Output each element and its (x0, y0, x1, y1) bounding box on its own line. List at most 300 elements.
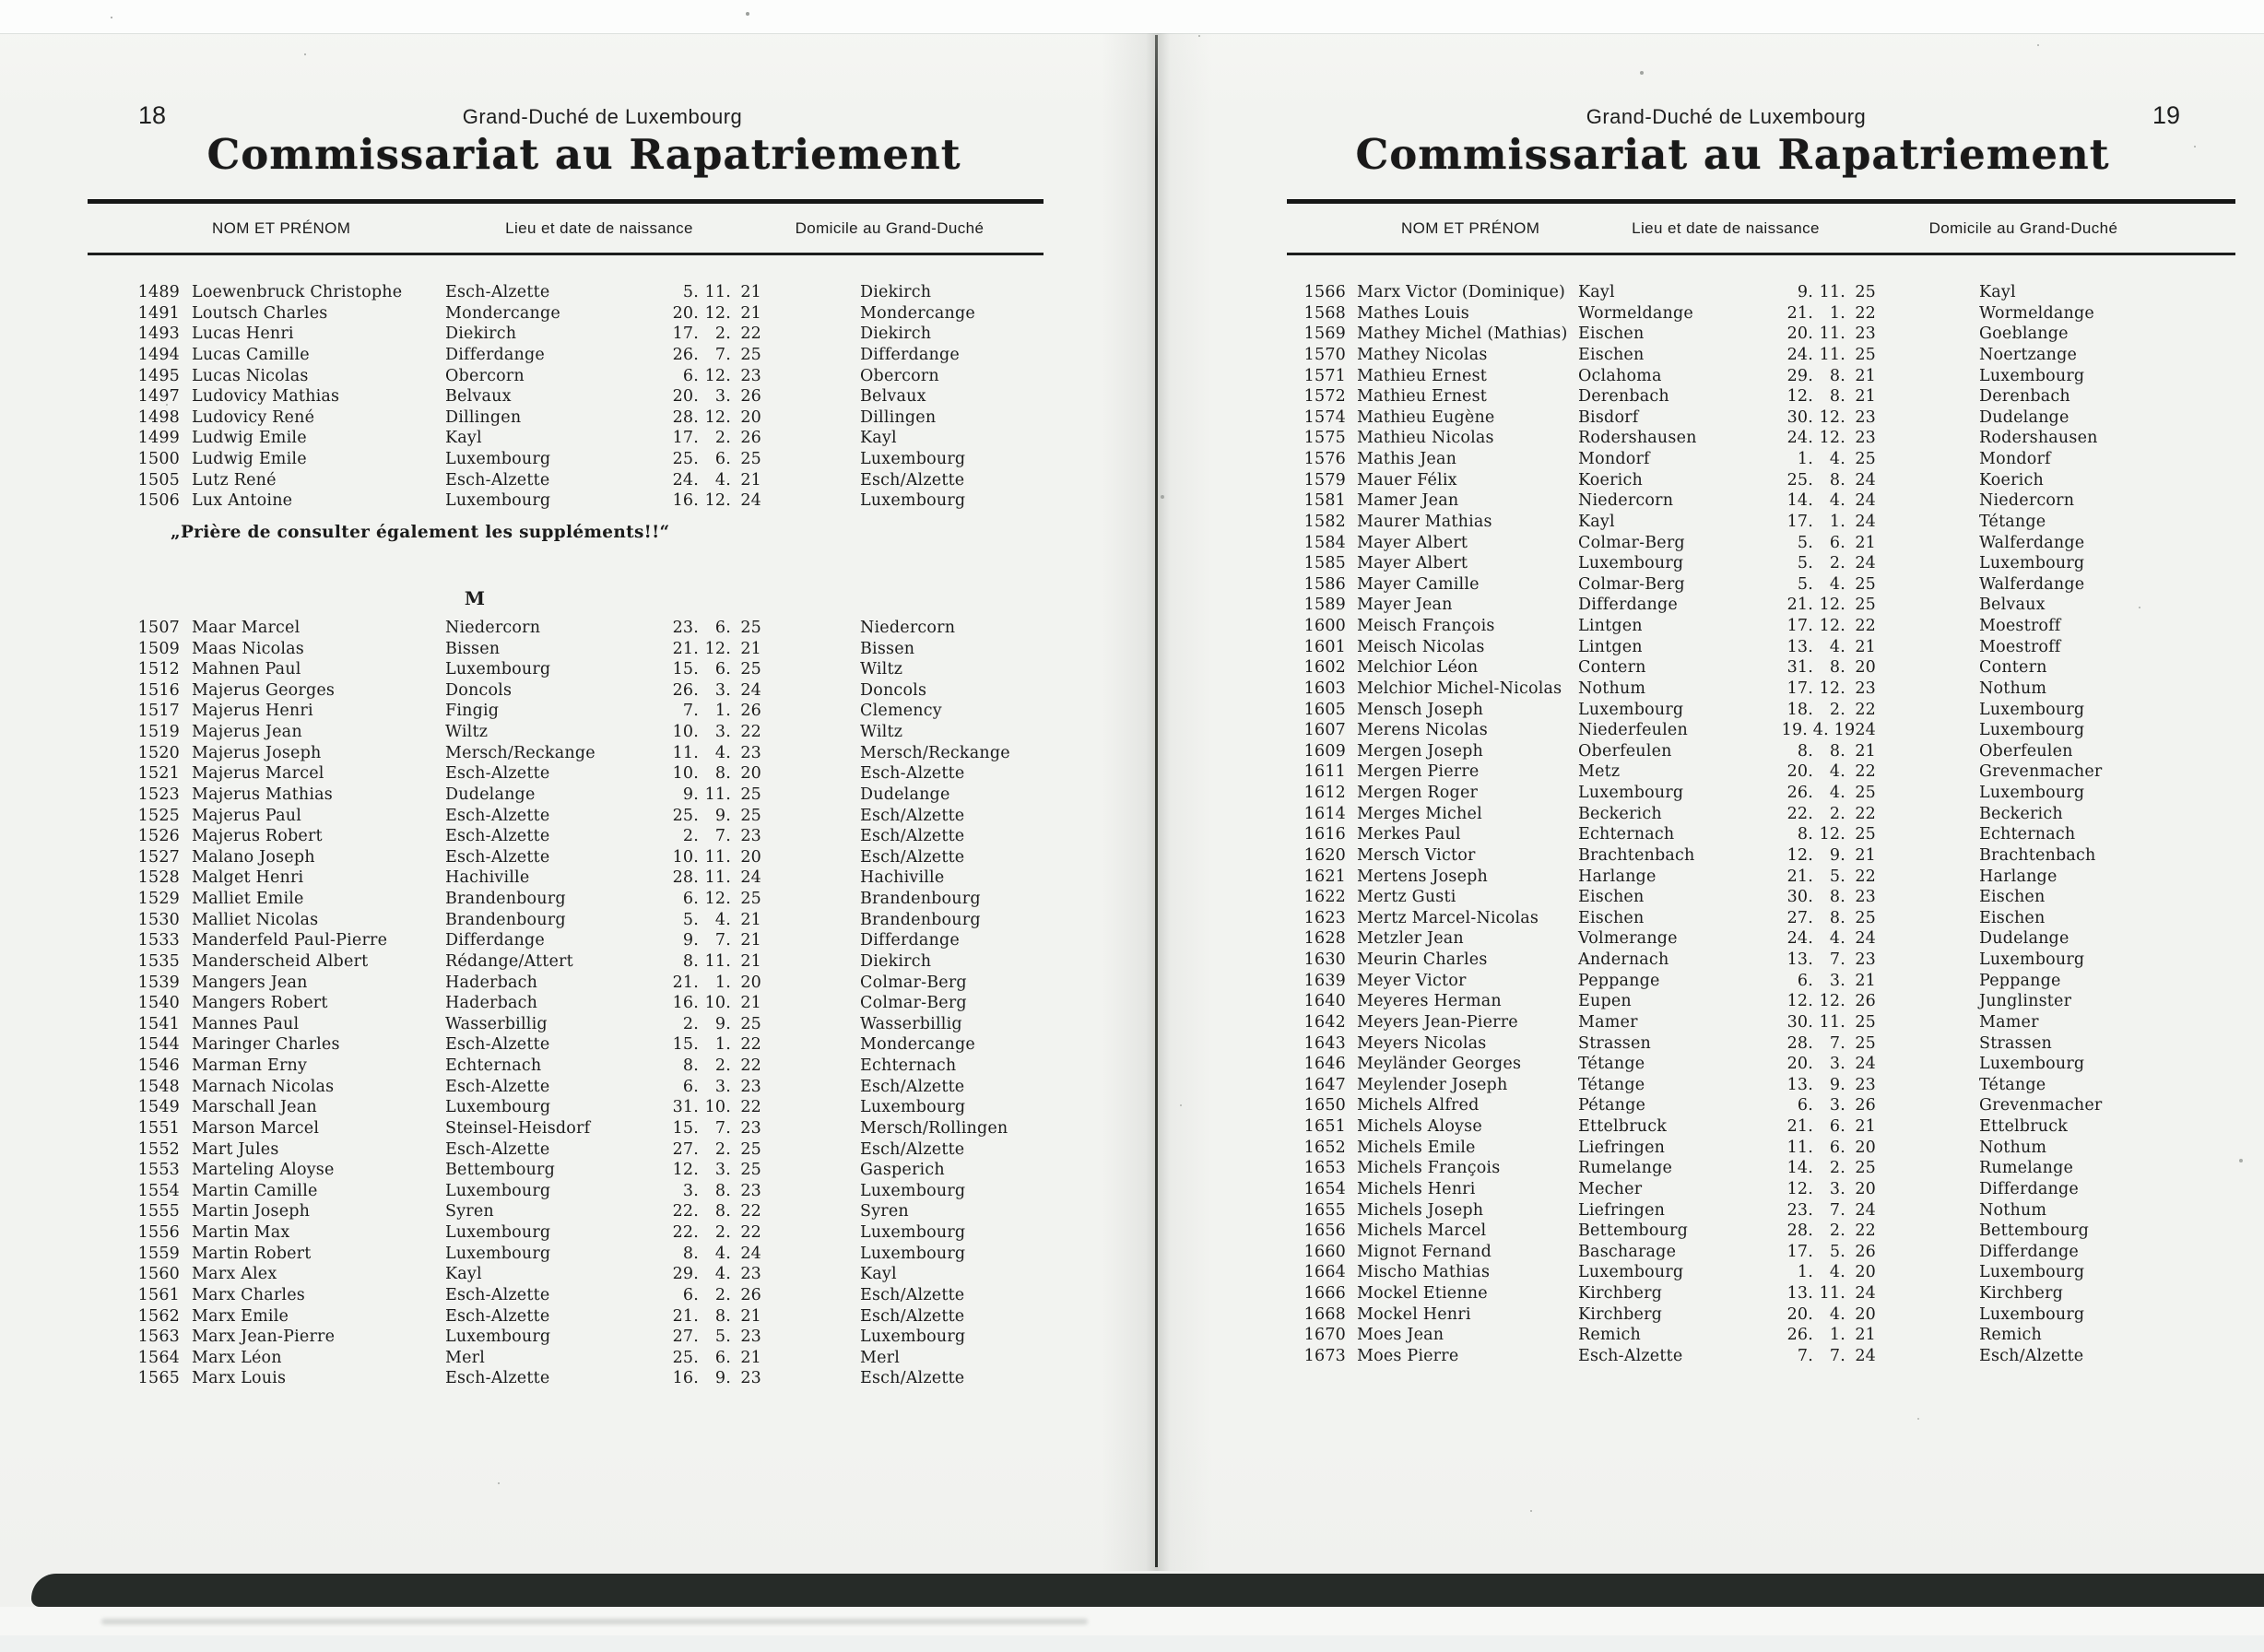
column-header-birth: Lieu et date de naissance (505, 219, 693, 237)
table-row (1281, 1075, 2235, 1096)
entry-name: Marman Erny (192, 1056, 308, 1075)
entry-birthdate-year: 23 (1855, 950, 1876, 969)
entry-id: 1673 (1303, 1346, 1346, 1365)
entry-birthdate-month: 6. (714, 660, 731, 679)
entry-domicile: Walferdange (1979, 574, 2085, 594)
entry-birthplace: Esch-Alzette (445, 847, 550, 867)
entry-id: 1585 (1303, 554, 1346, 573)
entry-birthdate-year: 21 (740, 1348, 761, 1367)
entry-birthdate-year: 24 (1855, 512, 1876, 531)
entry-birthplace: Luxembourg (445, 450, 551, 468)
entry-birthdate-day: 20. (672, 387, 699, 407)
entry-birthplace: Brandenbourg (445, 890, 566, 908)
entry-domicile: Esch/Alzette (860, 827, 965, 846)
entry-id: 1603 (1303, 678, 1346, 698)
column-header-birth: Lieu et date de naissance (1632, 219, 1820, 237)
entry-id: 1521 (137, 764, 180, 784)
entry-birthdate-month: 7. (1829, 1200, 1845, 1220)
entry-birthdate-month: 4. (1829, 491, 1845, 511)
entry-name: Ludovicy René (192, 407, 315, 427)
entry-id: 1526 (137, 827, 180, 846)
entry-birthplace: Wormeldange (1578, 303, 1693, 323)
entry-birthdate-day: 15. (672, 1035, 699, 1055)
entry-birthplace: Derenbach (1578, 387, 1669, 407)
entry-name: Marx Alex (192, 1265, 277, 1284)
table-row (1281, 1325, 2235, 1346)
entry-birthdate-month: 2. (714, 1139, 731, 1159)
entry-birthdate-month: 2. (714, 324, 731, 344)
entry-birthdate-day: 21. (672, 973, 699, 992)
entry-name: Ludovicy Mathias (192, 387, 340, 407)
entry-birthdate-year: 25 (740, 450, 761, 468)
table-row (1281, 1033, 2235, 1055)
entry-name: Michels Joseph (1357, 1200, 1484, 1220)
entry-birthdate-month: 3. (714, 1077, 731, 1096)
entry-birthdate-year: 24 (1855, 929, 1876, 949)
table-row (88, 806, 1051, 827)
entry-name: Malliet Emile (192, 890, 304, 908)
entry-name: Maurer Mathias (1357, 512, 1492, 531)
entry-domicile: Nothum (1979, 1138, 2047, 1157)
entry-name: Mayer Camille (1357, 574, 1480, 594)
column-header-domicile: Domicile au Grand-Duché (795, 219, 985, 237)
entry-birthdate-day: 24. (1786, 429, 1813, 448)
entry-birthdate-month: 8. (1829, 470, 1845, 490)
entry-birthdate-year: 21 (740, 931, 761, 950)
entry-birthdate-day: 8. (682, 951, 699, 971)
entry-birthdate-month: 12. (1819, 617, 1845, 635)
entry-birthdate-year: 23 (740, 1369, 761, 1388)
entry-birthplace: Esch-Alzette (445, 806, 550, 825)
entry-domicile: Bettembourg (1979, 1221, 2090, 1241)
entry-id: 1553 (137, 1161, 180, 1180)
entry-id: 1519 (137, 723, 180, 741)
entry-name: Marx Léon (192, 1348, 282, 1367)
entry-domicile: Colmar-Berg (860, 994, 967, 1013)
entry-id: 1498 (137, 407, 180, 427)
entry-birthplace: Mersch/Reckange (445, 743, 595, 762)
entry-domicile: Ettelbruck (1979, 1117, 2069, 1136)
entry-name: Melchior Léon (1357, 658, 1479, 678)
entry-birthdate-day: 25. (672, 806, 699, 825)
entry-birthplace: Wasserbillig (445, 1014, 548, 1033)
entry-birthdate-year: 22 (1855, 617, 1876, 635)
entry-id: 1586 (1303, 574, 1346, 594)
entry-birthdate-month: 8. (714, 1306, 731, 1326)
entry-domicile: Belvaux (860, 387, 926, 407)
entry-id: 1505 (137, 470, 180, 490)
region-label: Grand-Duché de Luxembourg (1586, 105, 1867, 128)
table-row (1281, 720, 2235, 741)
entry-birthplace: Kirchberg (1578, 1284, 1663, 1303)
entry-birthdate-month: 11. (1819, 324, 1845, 344)
table-row (88, 973, 1051, 994)
entry-birthdate-month: 8. (1829, 658, 1845, 678)
entries-block (88, 618, 1051, 1389)
entry-id: 1548 (137, 1077, 180, 1096)
table-row (88, 1139, 1051, 1161)
entry-domicile: Beckerich (1979, 804, 2063, 823)
entry-birthdate-year: 21 (740, 283, 761, 301)
column-headers (88, 219, 1051, 242)
entry-id: 1546 (137, 1056, 180, 1075)
entry-birthdate-day: 3. (682, 1181, 699, 1200)
entry-id: 1500 (137, 450, 180, 468)
entry-name: Martin Camille (192, 1181, 318, 1200)
entry-birthdate-month: 2. (714, 429, 731, 448)
entry-birthdate-day: 30. (1786, 407, 1813, 427)
entry-birthdate-day: 20. (672, 303, 699, 323)
entry-name: Malano Joseph (192, 847, 315, 867)
entry-id: 1611 (1303, 762, 1346, 782)
entry-birthplace: Tétange (1578, 1075, 1645, 1094)
region-label: Grand-Duché de Luxembourg (462, 105, 743, 128)
entry-birthdate-day: 14. (1786, 1159, 1813, 1178)
entry-id: 1566 (1303, 283, 1346, 301)
entry-birthplace: Luxembourg (445, 1244, 551, 1263)
entry-birthdate-day: 28. (672, 407, 699, 427)
entry-birthdate-year: 25 (740, 1161, 761, 1180)
entry-birthplace: Andernach (1578, 950, 1669, 969)
entry-name: Mersch Victor (1357, 845, 1476, 865)
entry-id: 1639 (1303, 971, 1346, 990)
entry-domicile: Peppange (1979, 971, 2061, 990)
table-row (88, 639, 1051, 660)
entry-domicile: Moestroff (1979, 637, 2061, 656)
page-title: Commissariat au Rapatriement (206, 130, 961, 179)
table-row (1281, 700, 2235, 721)
entry-birthdate-month: 8. (1829, 366, 1845, 385)
table-row (1281, 678, 2235, 700)
entry-birthdate-day: 5. (1797, 574, 1813, 594)
entry-birthdate-month: 12. (704, 407, 731, 427)
column-header-name: NOM ET PRÉNOM (212, 219, 351, 237)
entry-id: 1623 (1303, 908, 1346, 927)
table-row (88, 951, 1051, 973)
table-row (1281, 595, 2235, 616)
entry-birthdate-day: 31. (1786, 658, 1813, 678)
entry-domicile: Mondercange (860, 303, 975, 323)
entry-domicile: Walferdange (1979, 533, 2085, 552)
entry-id: 1652 (1303, 1138, 1346, 1157)
entry-birthplace: Ettelbruck (1578, 1117, 1668, 1136)
entry-name: Meylender Joseph (1357, 1075, 1508, 1094)
entry-birthplace: Esch-Alzette (445, 1077, 550, 1096)
entry-birthplace: Bissen (445, 639, 501, 658)
table-row (88, 785, 1051, 806)
table-row (88, 826, 1051, 847)
entry-birthdate-day: 17. (672, 324, 699, 344)
entry-birthdate-day: 12. (1786, 992, 1813, 1011)
entry-id: 1628 (1303, 929, 1346, 949)
header-double-rule (1287, 199, 2235, 204)
entry-birthdate-day: 21. (1786, 303, 1813, 323)
entry-birthdate-year: 24 (1855, 1284, 1876, 1303)
entry-name: Mayer Albert (1357, 533, 1468, 552)
table-row (1281, 804, 2235, 825)
entry-birthdate-month: 11. (704, 868, 731, 888)
entry-name: Mayer Jean (1357, 596, 1453, 615)
entry-domicile: Luxembourg (1979, 784, 2085, 802)
table-row (88, 366, 1051, 387)
entry-id: 1666 (1303, 1284, 1346, 1303)
entry-birthdate-year: 25 (1855, 784, 1876, 802)
entry-domicile: Esch/Alzette (860, 1077, 965, 1096)
entry-id: 1517 (137, 702, 180, 721)
entry-id: 1651 (1303, 1117, 1346, 1136)
entry-birthdate-day: 8. (1797, 741, 1813, 761)
entry-birthplace: Oberfeulen (1578, 741, 1672, 761)
entry-birthdate-month: 2. (1829, 554, 1845, 573)
entry-id: 1569 (1303, 324, 1346, 344)
scan-bottom-edge (31, 1574, 2264, 1607)
entry-id: 1584 (1303, 533, 1346, 552)
entry-name: Majerus Henri (192, 702, 313, 721)
entry-id: 1642 (1303, 1012, 1346, 1032)
entry-birthdate-year: 22 (1855, 804, 1876, 823)
entry-name: Michels Alfred (1357, 1096, 1480, 1115)
entry-domicile: Luxembourg (1979, 1055, 2085, 1074)
entry-birthdate-month: 2. (1829, 700, 1845, 719)
entry-birthplace: Mondercange (445, 303, 560, 323)
entry-birthdate-month: 12. (1819, 429, 1845, 448)
entry-name: Mangers Robert (192, 994, 328, 1013)
entry-name: Majerus Paul (192, 806, 302, 825)
column-header-domicile: Domicile au Grand-Duché (1928, 219, 2118, 237)
entry-name: Majerus Jean (192, 723, 302, 741)
entry-birthdate-month: 1. (714, 702, 731, 721)
entry-birthdate-month: 12. (704, 491, 731, 511)
table-row (1281, 1346, 2235, 1367)
entry-birthplace: Belvaux (445, 387, 512, 407)
entry-birthdate-month: 8. (714, 1202, 731, 1221)
entry-birthdate-month: 11. (704, 951, 731, 971)
table-row (88, 1056, 1051, 1077)
entry-birthdate-day: 6. (682, 890, 699, 908)
entry-birthplace: Mondorf (1578, 450, 1650, 468)
table-row (88, 659, 1051, 680)
entry-birthdate-month: 9. (714, 806, 731, 825)
entry-domicile: Junglinster (1979, 992, 2072, 1011)
entry-birthdate-year: 20 (1855, 1138, 1876, 1157)
entry-id: 1493 (137, 324, 180, 344)
entry-name: Moes Jean (1357, 1326, 1444, 1345)
entry-birthplace: Luxembourg (1578, 1263, 1684, 1282)
entry-name: Lux Antoine (192, 491, 293, 511)
table-row (1281, 1283, 2235, 1304)
entry-id: 1575 (1303, 429, 1346, 448)
entry-id: 1589 (1303, 596, 1346, 615)
entry-birthdate-day: 20. (1786, 1055, 1813, 1074)
entry-domicile: Luxembourg (1979, 366, 2085, 385)
entry-name: Mignot Fernand (1357, 1242, 1492, 1261)
entry-id: 1564 (137, 1348, 180, 1367)
entry-domicile: Luxembourg (1979, 721, 2085, 740)
entry-name: Lucas Camille (192, 345, 310, 364)
entry-domicile: Echternach (1979, 825, 2076, 844)
entry-id: 1579 (1303, 470, 1346, 490)
table-row (1281, 449, 2235, 470)
entry-id: 1561 (137, 1285, 180, 1304)
entry-birthdate-month: 3. (714, 387, 731, 407)
table-row (88, 1077, 1051, 1098)
entry-birthdate-day: 9. (1797, 283, 1813, 301)
entry-domicile: Luxembourg (1979, 554, 2085, 573)
entry-birthdate-day: 17. (1786, 512, 1813, 531)
entry-birthdate-month: 1. (1829, 512, 1845, 531)
entry-domicile: Esch/Alzette (860, 1369, 965, 1388)
entry-birthdate-day: 5. (682, 283, 699, 301)
entry-id: 1562 (137, 1306, 180, 1326)
entry-name: Meyer Victor (1357, 971, 1467, 990)
entry-birthdate-month: 4. (714, 1265, 731, 1284)
table-row (1281, 1242, 2235, 1263)
entry-birthdate-year: 21 (1855, 971, 1876, 990)
entry-domicile: Derenbach (1979, 387, 2070, 407)
entry-name: Meisch François (1357, 617, 1495, 635)
entry-birthplace: Eischen (1578, 908, 1645, 927)
entry-name: Mertz Gusti (1357, 888, 1456, 907)
entry-name: Mamer Jean (1357, 491, 1459, 511)
entry-birthdate-month: 2. (1829, 1159, 1845, 1178)
table-row (88, 910, 1051, 931)
entry-domicile: Rodershausen (1979, 429, 2098, 448)
entry-birthdate-day: 25. (672, 1348, 699, 1367)
entry-birthdate-day: 26. (672, 345, 699, 364)
entry-domicile: Tétange (1979, 512, 2046, 531)
entry-domicile: Dudelange (1979, 929, 2069, 949)
entry-birthdate-month: 6. (1829, 1138, 1845, 1157)
entry-id: 1552 (137, 1139, 180, 1159)
entry-birthdate-day: 20. (1786, 762, 1813, 782)
entry-birthdate-year: 25 (1855, 596, 1876, 615)
entry-name: Meurin Charles (1357, 950, 1488, 969)
table-row (1281, 490, 2235, 512)
entry-birthdate-month: 7. (714, 827, 731, 846)
entry-birthdate-month: 2. (1829, 1221, 1845, 1241)
entry-domicile: Kayl (1979, 283, 2016, 301)
column-header-name: NOM ET PRÉNOM (1401, 219, 1540, 237)
entry-birthdate-month: 11. (1819, 283, 1845, 301)
entry-domicile: Luxembourg (860, 1098, 966, 1117)
table-row (88, 1306, 1051, 1328)
entry-id: 1576 (1303, 450, 1346, 468)
entry-birthdate-day: 17. (1786, 617, 1813, 635)
entry-name: Majerus Georges (192, 680, 336, 700)
entry-birthdate-month: 11. (704, 785, 731, 804)
entry-birthdate-month: 4. (1829, 574, 1845, 594)
entry-birthdate-year: 22 (740, 1035, 761, 1055)
entry-id: 1571 (1303, 366, 1346, 385)
entry-birthdate-year: 24 (1855, 1346, 1876, 1365)
entry-birthplace: Luxembourg (445, 1328, 551, 1347)
entry-birthdate-month: 6. (714, 618, 731, 637)
entry-birthdate-month: 8. (714, 1181, 731, 1200)
entry-birthplace: Differdange (445, 931, 545, 950)
entry-birthdate-year: 23 (740, 366, 761, 385)
entry-domicile: Colmar-Berg (860, 973, 967, 992)
entry-birthdate-year: 25 (740, 806, 761, 825)
entry-domicile: Eischen (1979, 888, 2046, 907)
entry-id: 1570 (1303, 345, 1346, 364)
entry-birthdate-year: 21 (740, 1306, 761, 1326)
entry-domicile: Nothum (1979, 678, 2047, 698)
entry-domicile: Diekirch (860, 283, 932, 301)
entry-birthdate-year: 22 (1855, 700, 1876, 719)
entry-domicile: Niedercorn (860, 618, 956, 637)
entry-domicile: Merl (860, 1348, 901, 1367)
entry-birthdate-year: 25 (740, 785, 761, 804)
entry-name: Mergen Joseph (1357, 741, 1483, 761)
table-row (1281, 470, 2235, 491)
entry-id: 1499 (137, 429, 180, 448)
entry-birthdate-month: 6. (1829, 533, 1845, 552)
entry-birthdate-day: 10. (672, 764, 699, 784)
entry-birthplace: Nothum (1578, 678, 1646, 698)
entry-birthdate-month: 12. (704, 890, 731, 908)
table-row (1281, 783, 2235, 804)
entry-domicile: Hachiville (860, 868, 945, 888)
table-row (1281, 512, 2235, 533)
table-row (1281, 741, 2235, 762)
entry-birthdate-month: 4. (714, 1244, 731, 1263)
entry-birthdate-day: 26. (1786, 784, 1813, 802)
table-row (88, 1014, 1051, 1035)
table-row (1281, 908, 2235, 929)
entry-birthdate-year: 21 (1855, 1117, 1876, 1136)
section-letter: M (464, 586, 486, 609)
entry-id: 1572 (1303, 387, 1346, 407)
entry-birthdate-day: 6. (682, 366, 699, 385)
entry-birthdate-day: 15. (672, 660, 699, 679)
entry-name: Martin Joseph (192, 1202, 311, 1221)
entry-name: Mathey Michel (Mathias) (1357, 324, 1568, 344)
entry-domicile: Tétange (1979, 1075, 2046, 1094)
entry-id: 1541 (137, 1014, 180, 1033)
entry-birthdate-year: 23 (1855, 1075, 1876, 1094)
entry-birthdate-year: 20 (1855, 1263, 1876, 1282)
table-row (1281, 761, 2235, 783)
entry-name: Marnach Nicolas (192, 1077, 335, 1096)
entry-domicile: Wormeldange (1979, 303, 2094, 323)
entry-birthdate-year: 25 (1855, 1033, 1876, 1053)
entry-birthdate-month: 2. (714, 1285, 731, 1304)
entry-domicile: Luxembourg (1979, 1263, 2085, 1282)
table-row (1281, 950, 2235, 971)
entry-birthplace: Niederfeulen (1578, 721, 1688, 740)
entry-domicile: Strassen (1979, 1033, 2053, 1053)
entry-birthplace: Esch-Alzette (445, 1285, 550, 1304)
entry-birthdate-year: 24 (1855, 470, 1876, 490)
table-row (1281, 428, 2235, 449)
entry-id: 1554 (137, 1181, 180, 1200)
entry-domicile: Wiltz (860, 660, 903, 679)
entry-birthdate-day: 21. (1786, 1117, 1813, 1136)
entry-birthdate-year: 22 (1855, 867, 1876, 886)
entry-id: 1670 (1303, 1326, 1346, 1345)
entry-name: Ludwig Emile (192, 429, 307, 448)
entry-name: Mathes Louis (1357, 303, 1469, 323)
entry-domicile: Kirchberg (1979, 1284, 2064, 1303)
entry-birthdate-year: 20 (740, 973, 761, 992)
entry-name: Mathieu Nicolas (1357, 429, 1494, 448)
entry-domicile: Nothum (1979, 1200, 2047, 1220)
entry-birthdate-year: 23 (1855, 678, 1876, 698)
entry-birthdate-year: 21 (740, 951, 761, 971)
entry-birthplace: Dillingen (445, 407, 522, 427)
entry-id: 1497 (137, 387, 180, 407)
entry-birthdate-day: 27. (1786, 908, 1813, 927)
